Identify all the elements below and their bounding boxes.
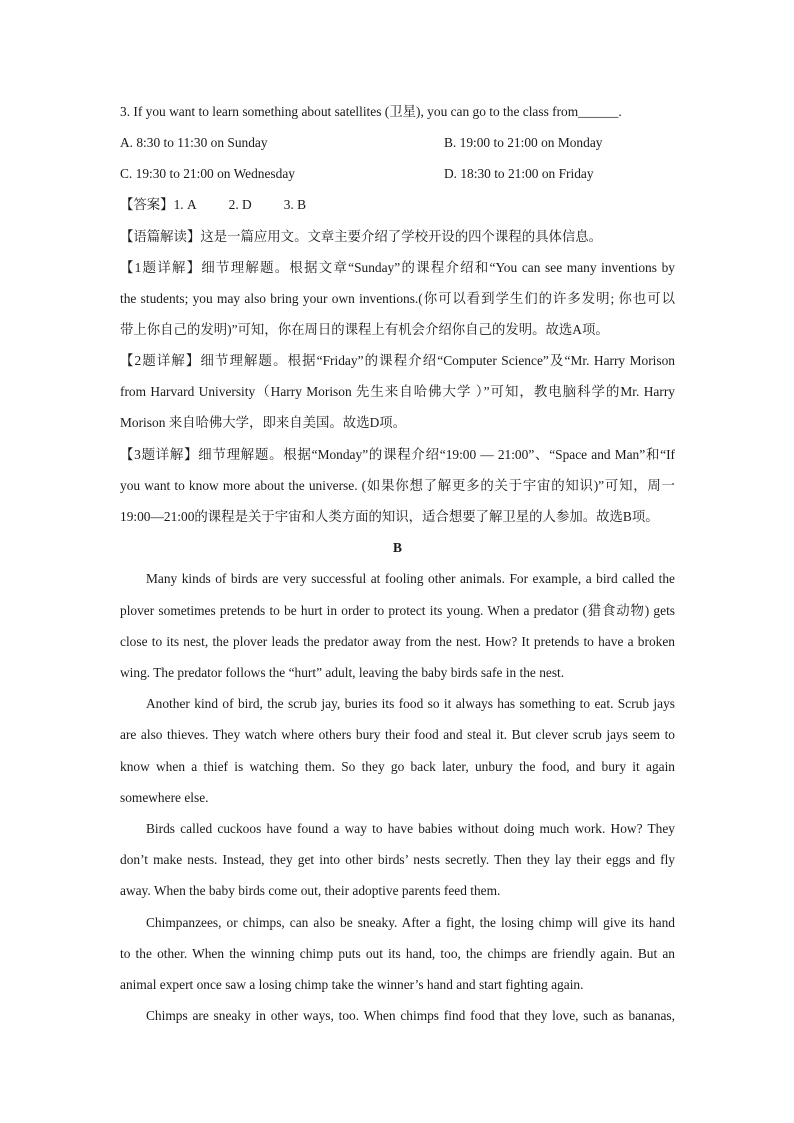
answer-item-2: 2. D: [228, 197, 252, 212]
option-a: A. 8:30 to 11:30 on Sunday: [120, 135, 268, 150]
p4-line-1: Chimpanzees, or chimps, can also be sneaky. After a fight, the losing chimp will give its hand: [146, 915, 675, 930]
answer-line: [120, 195, 306, 215]
p2-line-1: Another kind of bird, the scrub jay, buries its food so it always has something to eat. Scrub jays: [146, 696, 675, 711]
analysis-q2-line-2: from Harvard University（Harry Morison 先生来自哈佛大学 ）”可知，教电脑科学的Mr. Harry: [120, 384, 675, 399]
analysis-q1-line-2: the students; you may also bring your own inventions.(你可以看到学生们的许多发明; 你也可以: [120, 291, 675, 306]
p2-line-3: know when a thief is watching them. So they go back later, unbury the food, and bury it again: [120, 759, 675, 774]
option-b: B. 19:00 to 21:00 on Monday: [444, 135, 603, 150]
answer-item-3: 3. B: [283, 197, 307, 212]
p3-line-2: don’t make nests. Instead, they get into other birds’ nests secretly. Then they lay their eggs and fly: [120, 852, 675, 867]
option-d: D. 18:30 to 21:00 on Friday: [444, 166, 594, 181]
answer-item-1: 1. A: [173, 197, 197, 212]
p1-line-1: Many kinds of birds are very successful at fooling other animals. For example, a bird called the: [146, 571, 675, 586]
p4-line-2: to the other. When the winning chimp puts out its hand, too, the chimps are friendly again. But an: [120, 946, 675, 961]
p3-line-1: Birds called cuckoos have found a way to have babies without doing much work. How? They: [146, 821, 675, 836]
p2-line-2: are also thieves. They watch where others bury their food and steal it. But clever scrub jays seem to: [120, 727, 675, 742]
analysis-q2-line-1: 【2题详解】细节理解题。根据“Friday”的课程介绍“Computer Science”及“Mr. Harry Morison: [120, 353, 675, 368]
analysis-q3-line-3: 19:00—21:00的课程是关于宇宙和人类方面的知识，适合想要了解卫星的人参加。故选B项。: [120, 509, 659, 524]
analysis-q3-line-2: you want to know more about the universe. (如果你想了解更多的关于宇宙的知识)”可知，周一: [120, 478, 675, 493]
p1-line-2: plover sometimes pretends to be hurt in order to protect its young. When a predator (猎食动物) gets: [120, 603, 675, 618]
p4-line-3: animal expert once saw a losing chimp take the winner’s hand and start fighting again.: [120, 977, 584, 992]
answer-tag: 【答案】: [120, 197, 174, 212]
analysis-q1-line-1: 【1题详解】细节理解题。根据文章“Sunday”的课程介绍和“You can see many inventions by: [120, 260, 675, 275]
p3-line-3: away. When the baby birds come out, their adoptive parents feed them.: [120, 883, 501, 898]
p5-line-1: Chimps are sneaky in other ways, too. When chimps find food that they love, such as bananas,: [146, 1008, 675, 1023]
p1-line-4: wing. The predator follows the “hurt” adult, leaving the baby birds safe in the nest.: [120, 665, 565, 680]
question-3-stem: 3. If you want to learn something about satellites (卫星), you can go to the class from______.: [120, 104, 622, 119]
analysis-summary: 【语篇解读】这是一篇应用文。文章主要介绍了学校开设的四个课程的具体信息。: [120, 229, 603, 244]
p2-line-4: somewhere else.: [120, 790, 209, 805]
section-b-heading: B: [393, 540, 402, 555]
analysis-q3-line-1: 【3题详解】细节理解题。根据“Monday”的课程介绍“19:00 — 21:00”、“Space and Man”和“If: [120, 447, 675, 462]
analysis-q1-line-3: 带上你自己的发明)”可知，你在周日的课程上有机会介绍你自己的发明。故选A项。: [120, 322, 609, 337]
p1-line-3: close to its nest, the plover leads the predator away from the nest. How? It pretends to have a broken: [120, 634, 675, 649]
analysis-q2-line-3: Morison 来自哈佛大学，即来自美国。故选D项。: [120, 415, 407, 430]
option-c: C. 19:30 to 21:00 on Wednesday: [120, 166, 295, 181]
